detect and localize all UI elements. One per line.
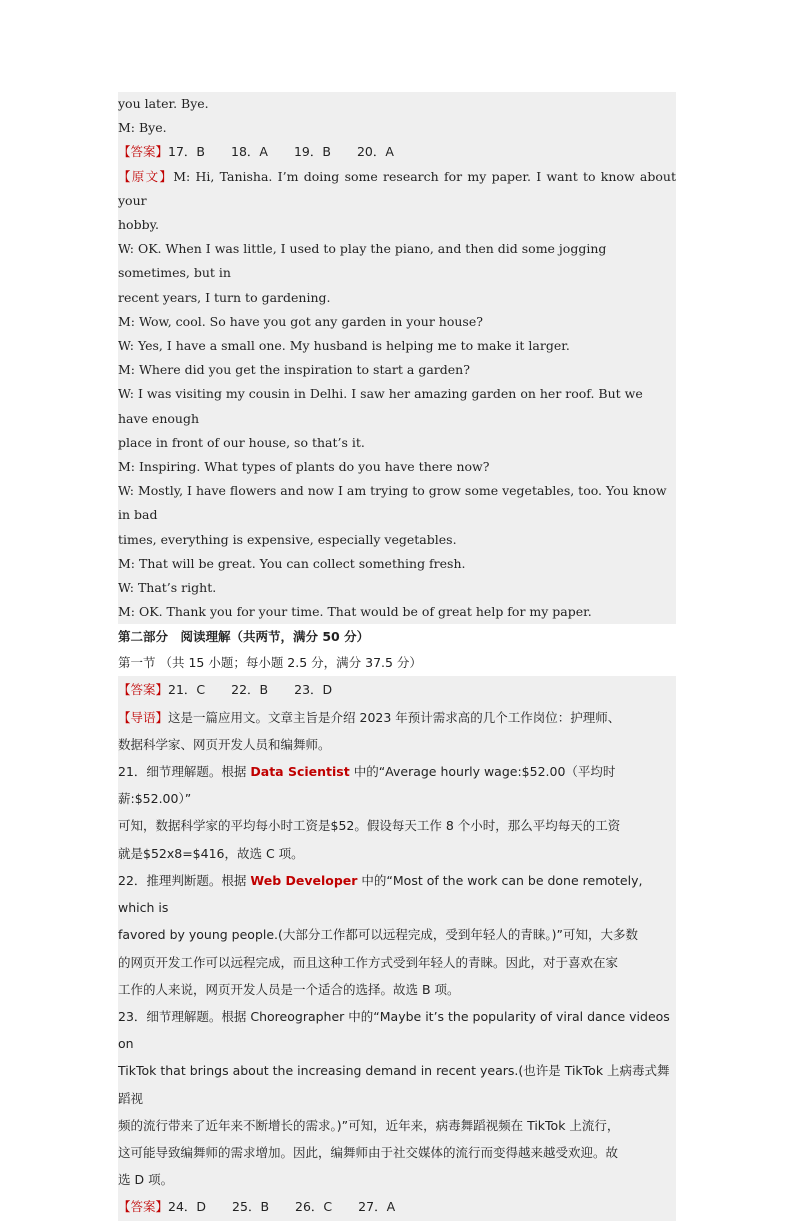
q21-line [118, 758, 676, 812]
dialogue-text: M: Hi, Tanisha. I’m doing some research for my paper. I want to know about your [118, 168, 680, 208]
dialogue-line: M: OK. Thank you for your time. That would be of great help for my paper. [118, 604, 592, 620]
q23-line: 这可能导致编舞师的需求增加。因此，编舞师由于社交媒体的流行而变得越来越受欢迎。故 [118, 1144, 619, 1160]
answer-item: 27．A [358, 1199, 396, 1215]
answer-item: 20．A [356, 144, 394, 160]
text-line: you later. Bye. [118, 96, 209, 111]
q22-line: 工作的人来说，网页开发人员是一个适合的选择。故选 B 项。 [118, 981, 460, 997]
answer-item: 18．A [231, 144, 268, 160]
q21-rest: 中的“Average hourly wage:$52.00（平均时薪:$52.00）” [118, 764, 616, 807]
q22-line: favored by young people.(大部分工作都可以远程完成，受到年轻人的青睐。)”可知，大多数 [118, 927, 638, 943]
section1-heading: 第一节 （共 15 小题；每小题 2.5 分，满分 37.5 分） [118, 650, 676, 676]
original-tag: 【原文】 [118, 168, 174, 184]
dialogue-line: W: Yes, I have a small one. My husband is helping me to make it larger. [118, 338, 570, 354]
answer-item: 21．C [168, 682, 206, 698]
dialogue-line: recent years, I turn to gardening. [118, 289, 331, 305]
dialogue-line: W: That’s right. [118, 580, 217, 596]
dialogue-line: M: Wow, cool. So have you got any garden in your house? [118, 313, 483, 329]
dialogue-line: W: Mostly, I have flowers and now I am trying to grow some vegetables, too. You know in bad [118, 483, 671, 523]
document-page [118, 92, 680, 1221]
answer-tag: 【答案】 [118, 144, 169, 160]
q21-prefix: 21．细节理解题。根据 [118, 764, 251, 780]
q22-prefix: 22．推理判断题。根据 [118, 872, 251, 888]
guide-line: 数据科学家、网页开发人员和编舞师。 [118, 736, 331, 752]
answer-item: 23．D [294, 682, 333, 698]
q21-line: 就是$52x8=$416，故选 C 项。 [118, 845, 304, 861]
dialogue-line: W: I was visiting my cousin in Delhi. I saw her amazing garden on her roof. But we have enough [118, 386, 647, 426]
dialogue-line: times, everything is expensive, especially vegetables. [118, 531, 457, 547]
q22-rest: 中的“Most of the work can be done remotely, which is [118, 872, 643, 916]
dialogue-line: M: Where did you get the inspiration to start a garden? [118, 362, 470, 378]
q21-line: 可知，数据科学家的平均每小时工资是$52。假设每天工作 8 个小时，那么平均每天的工资 [118, 818, 621, 834]
answer-line-17-20 [118, 140, 676, 164]
guide-line [118, 704, 676, 731]
q22-keyword: Web Developer [250, 872, 358, 888]
answer-item: 19．B [293, 144, 331, 160]
listening-block [118, 92, 680, 624]
reading-block [118, 676, 676, 1220]
dialogue-line: place in front of our house, so that’s it. [118, 434, 365, 450]
q23-line: 频的流行带来了近年来不断增长的需求。)”可知，近年来，病毒舞蹈视频在 TikTok 上流行， [118, 1117, 620, 1133]
answer-line-21-23 [118, 676, 676, 703]
q23-line: 23．细节理解题。根据 Choreographer 中的“Maybe it’s the popularity of viral dance videos on [118, 1008, 670, 1052]
answer-item: 26．C [295, 1199, 333, 1215]
answer-line-24-27 [118, 1193, 676, 1220]
answer-item: 22．B [231, 682, 269, 698]
q23-line: 选 D 项。 [118, 1172, 174, 1188]
dialogue-line: hobby. [118, 217, 159, 233]
answer-item: 24．D [168, 1199, 207, 1215]
answer-item: 17．B [168, 144, 205, 160]
q21-keyword: Data Scientist [250, 764, 350, 780]
q22-line: 的网页开发工作可以远程完成，而且这种工作方式受到年轻人的青睐。因此，对于喜欢在家 [118, 954, 619, 970]
dialogue-line: M: That will be great. You can collect something fresh. [118, 555, 466, 571]
answer-item: 25．B [232, 1199, 270, 1215]
q22-line [118, 867, 676, 921]
part2-heading: 第二部分 阅读理解（共两节，满分 50 分） [118, 624, 676, 650]
text-line: M: Bye. [118, 120, 167, 136]
answer-tag: 【答案】 [118, 1199, 169, 1215]
guide-tag: 【导语】 [118, 709, 169, 725]
dialogue-line: M: Inspiring. What types of plants do you have there now? [118, 459, 490, 475]
answer-tag: 【答案】 [118, 682, 169, 698]
dialogue-line [118, 165, 680, 213]
q23-line: TikTok that brings about the increasing demand in recent years.(也许是 TikTok 上病毒式舞蹈视 [118, 1063, 670, 1106]
dialogue-line: W: OK. When I was little, I used to play the piano, and then did some jogging sometimes, but in [118, 241, 611, 281]
guide-text: 这是一篇应用文。文章主旨是介绍 2023 年预计需求高的几个工作岗位：护理师、 [168, 709, 621, 725]
